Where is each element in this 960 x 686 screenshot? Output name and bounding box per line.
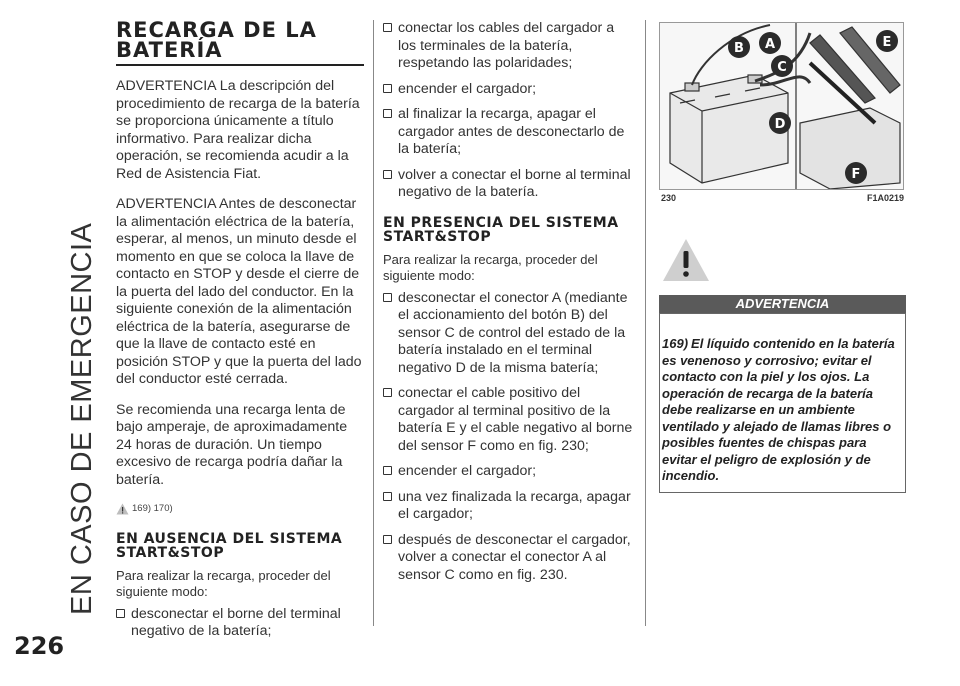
figure-code: F1A0219: [866, 193, 904, 203]
sidebar-section-title: [66, 25, 102, 615]
checkbox-bullet-icon: [383, 388, 392, 397]
list-item-text: encender el cargador;: [398, 80, 537, 97]
figure-caption: [661, 193, 904, 203]
warning-header: ADVERTENCIA: [659, 295, 906, 313]
list-item: [383, 20, 633, 73]
warning-body: El líquido contenido en la batería es venenoso y corrosivo; evitar el contacto con la piel y los ojos. La operación de recarga de la batería debe realizarse en un ambiente ventilado y alejado de llamas libres o posibles fuentes de chispas para evitar el peligro de explosión y de incendio.: [662, 336, 895, 483]
small-warning-icon: [116, 503, 129, 515]
column-divider: [373, 20, 374, 626]
list-item: [383, 463, 633, 481]
note-paragraph: ADVERTENCIA La descripción del procedimiento de recarga de la batería se proporciona únicamente a título informativo. Para realizar dicha operación, se recomienda acudir a la Red de Asistencia Fiat.: [116, 78, 360, 182]
checkbox-bullet-icon: [383, 109, 392, 118]
body-paragraph: Se recomienda una recarga lenta de bajo amperaje, de aproximadamente 24 horas de duración. Un tiempo excesivo de recarga podría dañar la batería.: [116, 401, 348, 488]
column-2: [383, 20, 633, 592]
list-item: [383, 106, 633, 159]
warning-text: [662, 336, 904, 485]
list-item: [383, 385, 633, 455]
list-item-text: volver a conectar el borne al terminal negativo de la batería.: [398, 166, 631, 200]
note-paragraph: ADVERTENCIA Antes de desconectar la alimentación eléctrica de la batería, esperar, al menos, un minuto desde el momento en que se coloca la llave de contacto en STOP y desde el cierre de la puerta del lado del conductor. En la siguiente conexión de la alimentación eléctrica de la batería, asegurarse de que la llave de contacto esté en posición STOP y que la puerta del lado del conductor esté cerrada.: [116, 196, 362, 387]
figure-label-f: F: [851, 167, 861, 182]
list-item: [383, 167, 633, 202]
section-title: RECARGA DE LA BATERÍA: [116, 18, 317, 62]
warning-triangle-icon: [662, 238, 710, 282]
checkbox-bullet-icon: [383, 492, 392, 501]
list-item: [383, 532, 633, 585]
warning-number: 169): [662, 336, 689, 351]
checkbox-bullet-icon: [383, 466, 392, 475]
figure-label-d: D: [774, 117, 786, 132]
list-item: [383, 81, 633, 99]
title-rule: [116, 64, 364, 66]
subsection-title: EN PRESENCIA DEL SISTEMA START&STOP: [383, 214, 619, 245]
list-item: [383, 489, 633, 524]
figure-label-b: B: [734, 41, 744, 56]
column-1: [116, 20, 364, 649]
list-item: [383, 290, 633, 378]
battery-figure: [659, 22, 904, 190]
list-item-text: conectar el cable positivo del cargador al terminal positivo de la batería E y el cable negativo al borne del sensor F como en fig. 230;: [398, 385, 633, 454]
figure-label-e: E: [882, 35, 892, 50]
sidebar-section-label: EN CASO DE EMERGENCIA: [66, 222, 98, 615]
intro-text: Para realizar la recarga, proceder del siguiente modo:: [116, 567, 331, 599]
list-item-text: después de desconectar el cargador, volver a conectar el conector A al sensor C como en fig. 230.: [398, 531, 631, 583]
checkbox-bullet-icon: [383, 84, 392, 93]
checkbox-bullet-icon: [383, 535, 392, 544]
list-item-text: conectar los cables del cargador a los terminales de la batería, respetando las polaridades;: [398, 20, 615, 71]
list-item-text: desconectar el conector A (mediante el accionamiento del botón B) del sensor C de control del estado de la batería instalado en el terminal negativo D de la misma batería;: [398, 289, 628, 376]
checkbox-bullet-icon: [116, 609, 125, 618]
warning-reference: [116, 500, 364, 518]
battery-illustration: [660, 23, 903, 189]
figure-label-c: C: [777, 60, 787, 75]
list-item: [116, 606, 364, 641]
intro-text: Para realizar la recarga, proceder del siguiente modo:: [383, 251, 598, 283]
figure-number: 230: [661, 193, 677, 203]
checkbox-bullet-icon: [383, 170, 392, 179]
list-item-text: desconectar el borne del terminal negativo de la batería;: [131, 605, 341, 639]
list-item-text: una vez finalizada la recarga, apagar el cargador;: [398, 488, 631, 522]
checkbox-bullet-icon: [383, 23, 392, 32]
warning-reference-text: 169) 170): [132, 503, 173, 514]
subsection-title: EN AUSENCIA DEL SISTEMA START&STOP: [116, 530, 343, 561]
figure-label-a: A: [764, 37, 776, 52]
checkbox-bullet-icon: [383, 293, 392, 302]
list-item-text: al finalizar la recarga, apagar el cargador antes de desconectarlo de la batería;: [398, 106, 625, 157]
column-divider: [645, 20, 646, 626]
page-number: 226: [14, 632, 65, 660]
list-item-text: encender el cargador;: [398, 463, 537, 479]
